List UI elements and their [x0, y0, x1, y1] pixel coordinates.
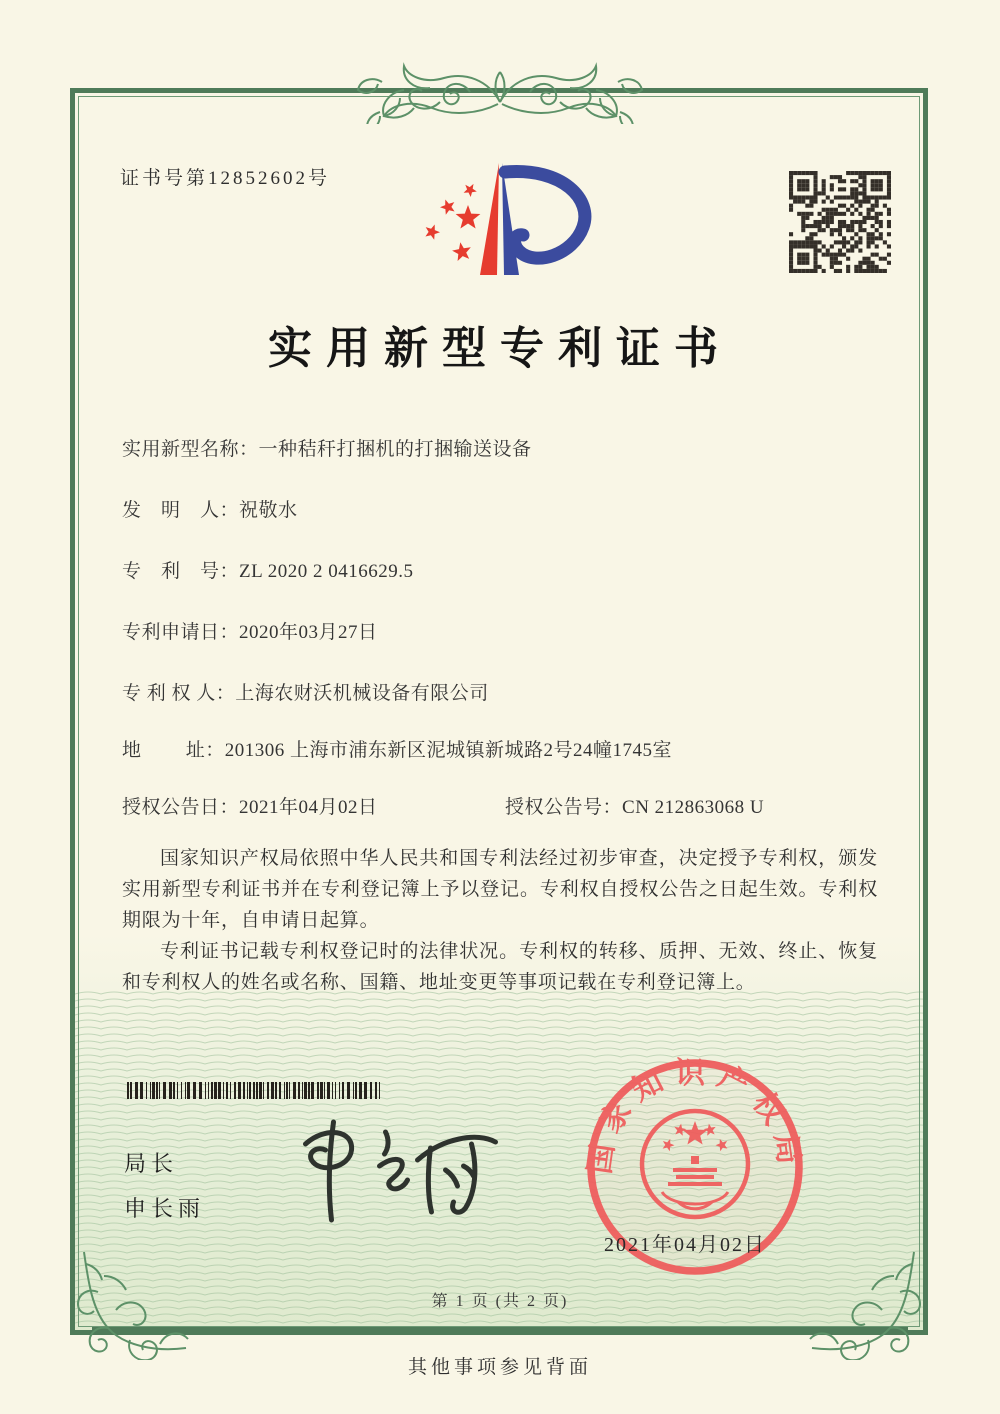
page-title: 实用新型专利证书: [268, 324, 732, 373]
cnipa-logo-icon: [415, 155, 605, 295]
certificate-number: 证书号第12852602号: [120, 168, 331, 189]
field-value-patentee: 上海农财沃机械设备有限公司: [235, 683, 489, 704]
signer-title: 局长: [124, 1151, 179, 1176]
field-value-grant-date: 2021年04月02日: [239, 797, 378, 818]
legal-paragraph-2: 专利证书记载专利权登记时的法律状况。专利权的转移、质押、无效、终止、恢复和专利权人的姓名或名称、国籍、地址变更等事项记载在专利登记簿上。: [122, 941, 878, 993]
field-row-address: [122, 735, 892, 762]
signature-handwriting-icon: [265, 1108, 520, 1238]
field-label-address: 地 址：: [122, 740, 225, 761]
field-label-grant-date: 授权公告日：: [122, 797, 240, 818]
field-row-name: [122, 434, 892, 461]
qr-code-icon: [789, 171, 891, 273]
legal-paragraph-1: 国家知识产权局依照中华人民共和国专利法经过初步审查，决定授予专利权，颁发实用新型专利证书并在专利登记簿上予以登记。专利权自授权公告之日起生效。专利权期限为十年，自申请日起算。: [122, 848, 878, 931]
field-row-inventor: [122, 495, 892, 522]
field-value-address: 201306 上海市浦东新区泥城镇新城路2号24幢1745室: [224, 740, 673, 761]
back-note: 其他事项参见背面: [407, 1357, 592, 1378]
field-value-grant-no: CN 212863068 U: [622, 797, 765, 818]
field-label-inventor: 发 明 人：: [122, 500, 240, 521]
barcode-icon: [127, 1082, 380, 1099]
field-label-name: 实用新型名称：: [122, 439, 259, 460]
field-label-patent-no: 专 利 号：: [122, 561, 240, 582]
field-row-grant: [122, 792, 892, 819]
field-value-inventor: 祝敬水: [239, 500, 298, 521]
field-value-patent-no: ZL 2020 2 0416629.5: [239, 561, 414, 582]
field-label-filing-date: 专利申请日：: [122, 622, 240, 643]
seal-date: 2021年04月02日: [604, 1234, 766, 1256]
seal-text: 国家知识产权局: [583, 1056, 807, 1176]
legal-text: [122, 843, 878, 998]
top-flourish-ornament: [353, 54, 647, 124]
field-label-grant-no: 授权公告号：: [505, 797, 623, 818]
field-row-filing-date: [122, 617, 892, 644]
field-label-patentee: 专 利 权 人：: [122, 683, 236, 704]
field-row-patentee: [122, 678, 892, 705]
signer-name: 申长雨: [124, 1196, 206, 1221]
page-number: 第 1 页 (共 2 页): [431, 1293, 569, 1310]
field-value-name: 一种秸秆打捆机的打捆输送设备: [258, 439, 532, 460]
field-value-filing-date: 2020年03月27日: [239, 622, 378, 643]
field-row-patent-no: [122, 556, 892, 583]
